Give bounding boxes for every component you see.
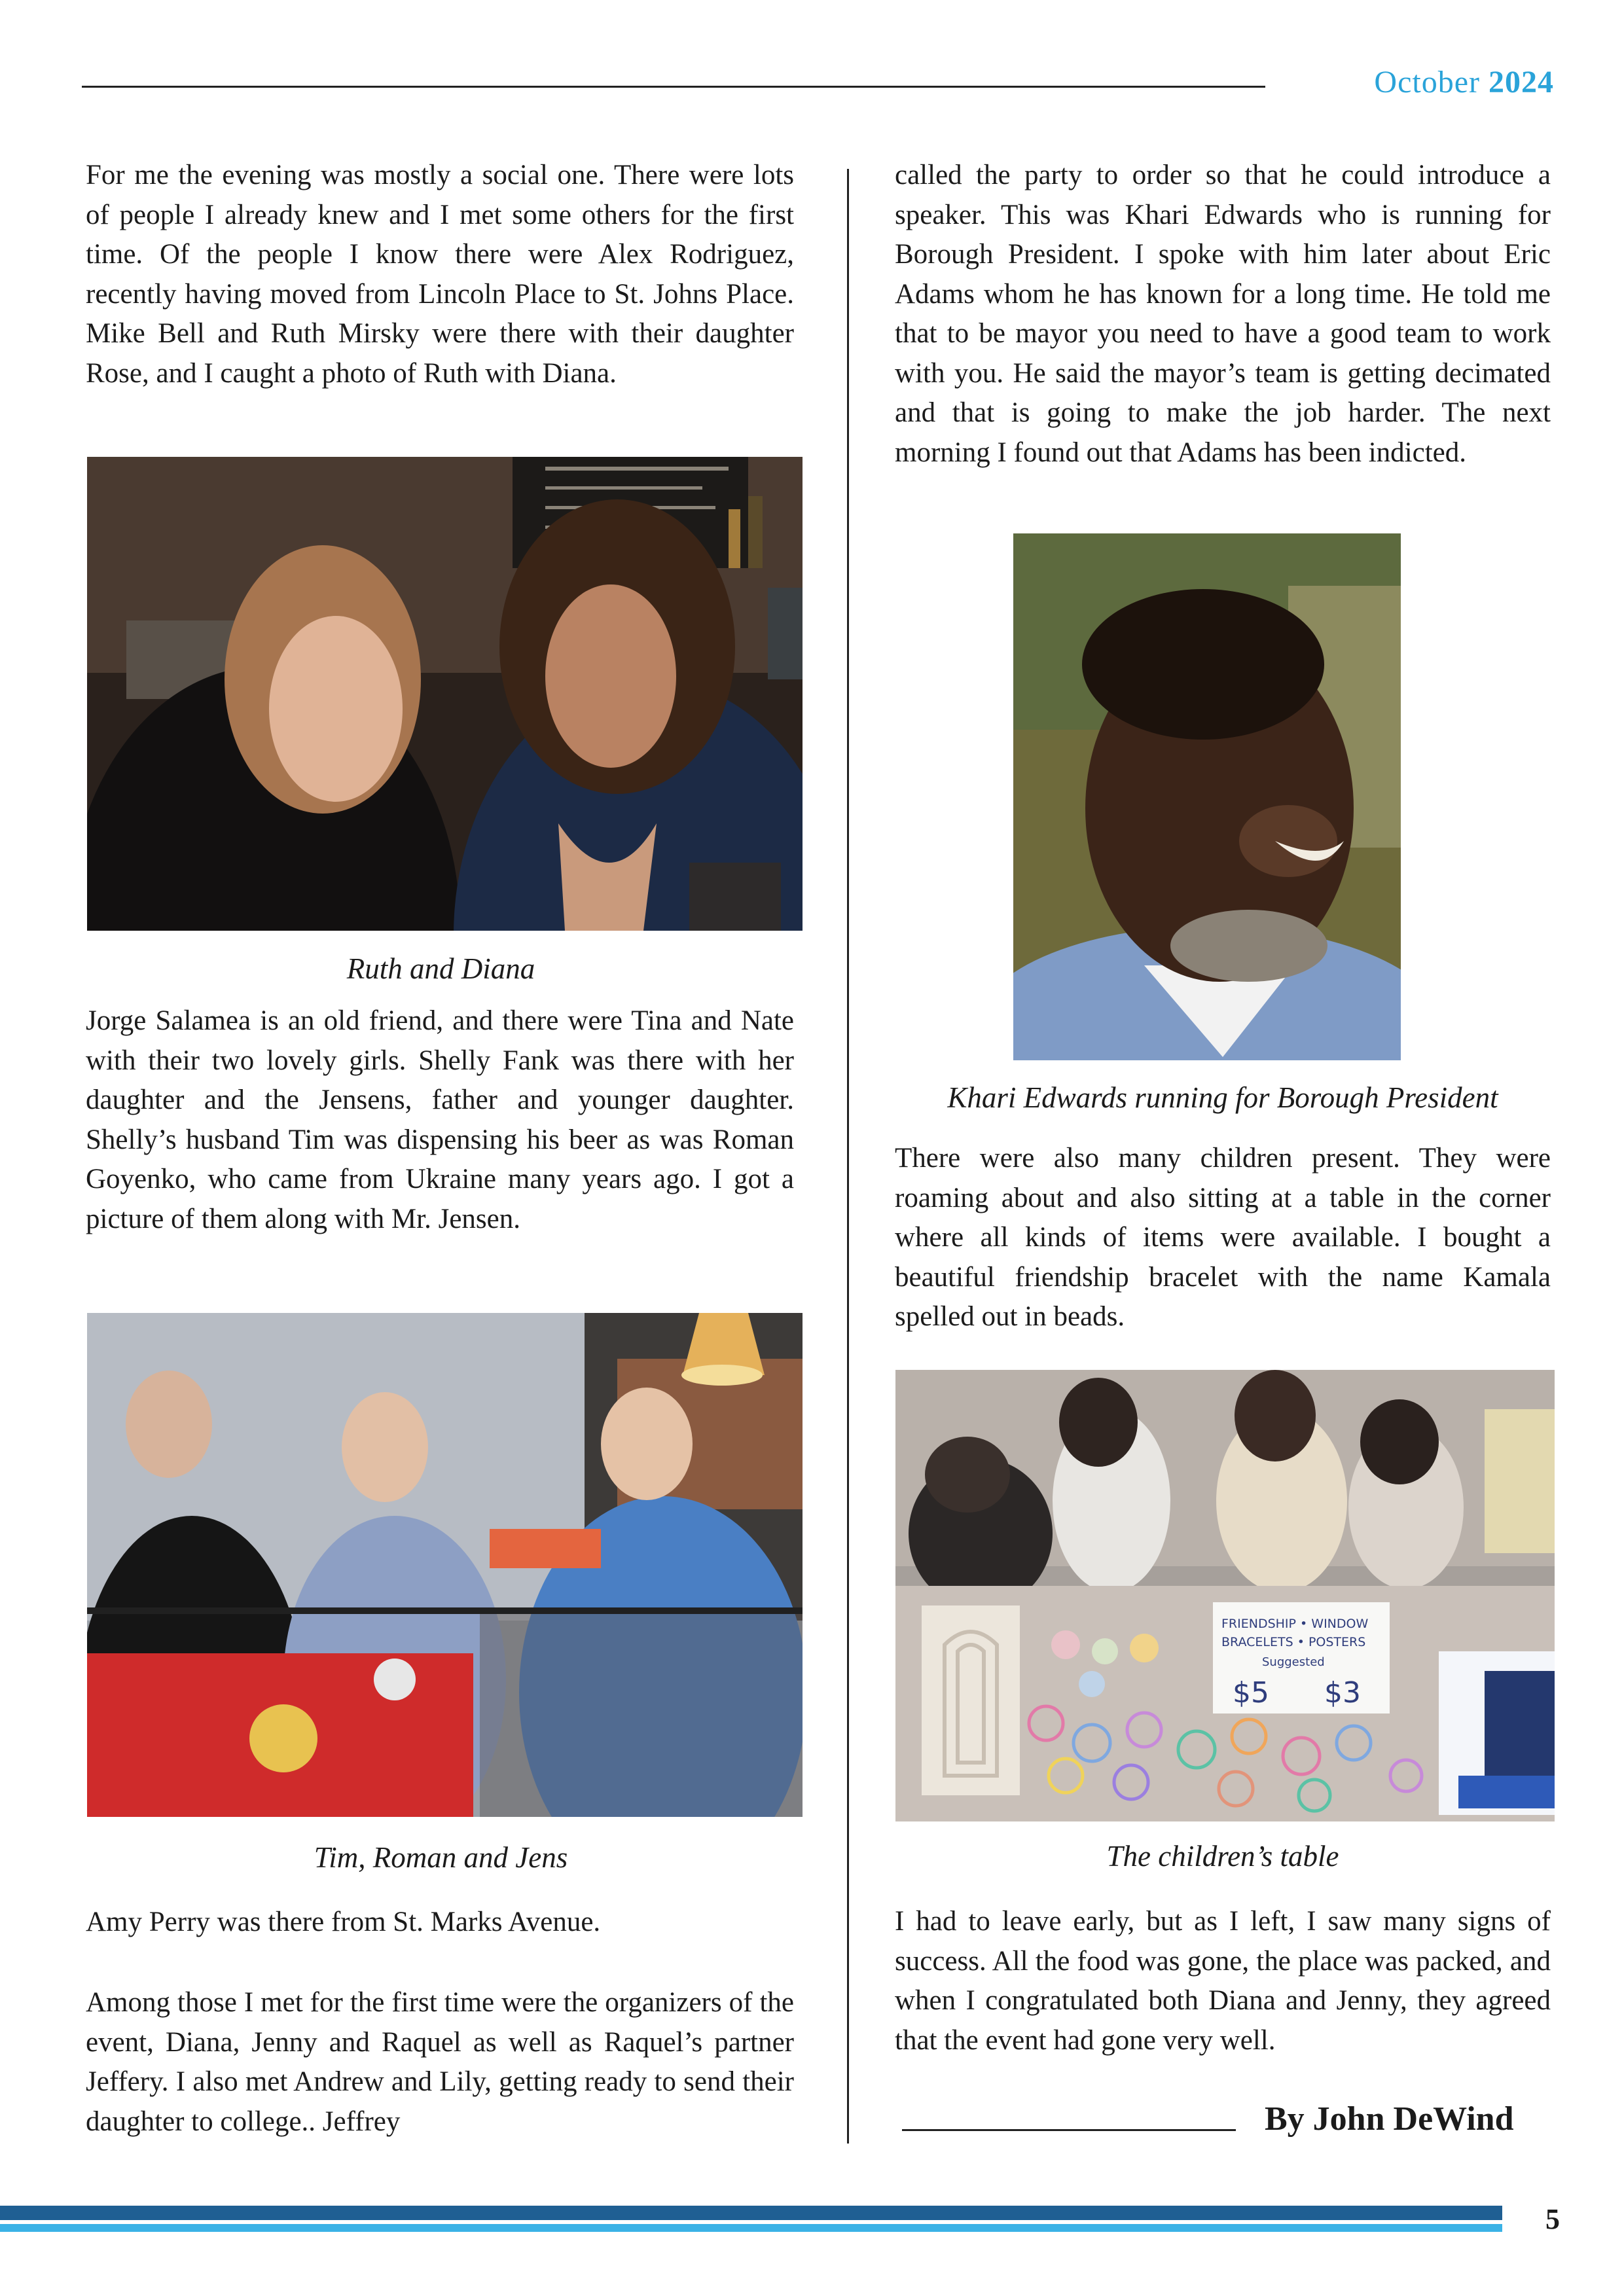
column-divider (847, 169, 849, 2144)
photo-tim-roman-and-jens (87, 1313, 803, 1817)
issue-date (1374, 64, 1554, 100)
sign-line-3: Suggested (1262, 1655, 1325, 1669)
left-paragraph-1: For me the evening was mostly a social one. There were lots of people I already knew and I met some others for the first time. Of the people I know there were Alex Rodriguez, recently having moved from Lincoln Place to St. Johns Place. Mike Bell and Ruth Mirsky were there with their daughter Rose, and I caught a photo of Ruth with Diana. (86, 160, 794, 389)
caption-tim-roman-and-jens: Tim, Roman and Jens (314, 1841, 568, 1874)
header-rule (82, 86, 1265, 88)
issue-month: October (1374, 65, 1480, 99)
sign-line-1: FRIENDSHIP • WINDOW (1221, 1617, 1369, 1631)
sign-line-2: BRACELETS • POSTERS (1221, 1635, 1366, 1649)
byline-rule (902, 2129, 1236, 2131)
left-paragraph-4: Among those I met for the first time were the organizers of the event, Diana, Jenny and Raquel as well as Raquel’s partner Jeffery. I also met Andrew and Lily, getting ready to send their daughter to college.. Jeffrey (86, 1987, 794, 2137)
right-paragraph-1: called the party to order so that he could introduce a speaker. This was Khari Edwards who is running for Borough President. I spoke with him later about Eric Adams whom he has known for a long time. He told me that to be mayor you need to have a good team to work with you. He said the mayor’s team is getting decimated and that is going to make the job harder. The next morning I found out that Adams has been indicted. (895, 160, 1551, 468)
caption-ruth-and-diana: Ruth and Diana (346, 952, 535, 985)
photo-childrens-table (895, 1370, 1555, 1821)
caption-childrens-table: The children’s table (1106, 1840, 1339, 1873)
photo-ruth-and-diana (87, 457, 803, 931)
left-paragraph-2: Jorge Salamea is an old friend, and there were Tina and Nate with their two lovely girls. Shelly Fank was there with her daughter and the Jensens, father and younger daughter. Shelly’s husband Tim was dispensing his beer as was Roman Goyenko, who came from Ukraine many years ago. I got a picture of them along with Mr. Jensen. (86, 1005, 794, 1234)
left-paragraph-3: Amy Perry was there from St. Marks Avenue. (86, 1907, 601, 1937)
footer-bar-dark (0, 2206, 1502, 2220)
author-byline: By John DeWind (1265, 2100, 1514, 2138)
right-paragraph-2: There were also many children present. They were roaming about and also sitting at a table in the corner where all kinds of items were available. I bought a beautiful friendship bracelet with the name Kamala spelled out in beads. (895, 1143, 1551, 1332)
photo-khari-edwards (1013, 533, 1401, 1060)
issue-year: 2024 (1489, 65, 1554, 99)
sign-price-1: $5 (1233, 1676, 1269, 1710)
right-paragraph-3: I had to leave early, but as I left, I saw many signs of success. All the food was gone, the place was packed, and when I congratulated both Diana and Jenny, they agreed that the event had gone very well. (895, 1906, 1551, 2056)
sign-price-2: $3 (1324, 1676, 1361, 1710)
caption-khari-edwards: Khari Edwards running for Borough President (947, 1081, 1498, 1114)
page-number: 5 (1545, 2203, 1560, 2235)
footer-bar-light (0, 2224, 1502, 2232)
